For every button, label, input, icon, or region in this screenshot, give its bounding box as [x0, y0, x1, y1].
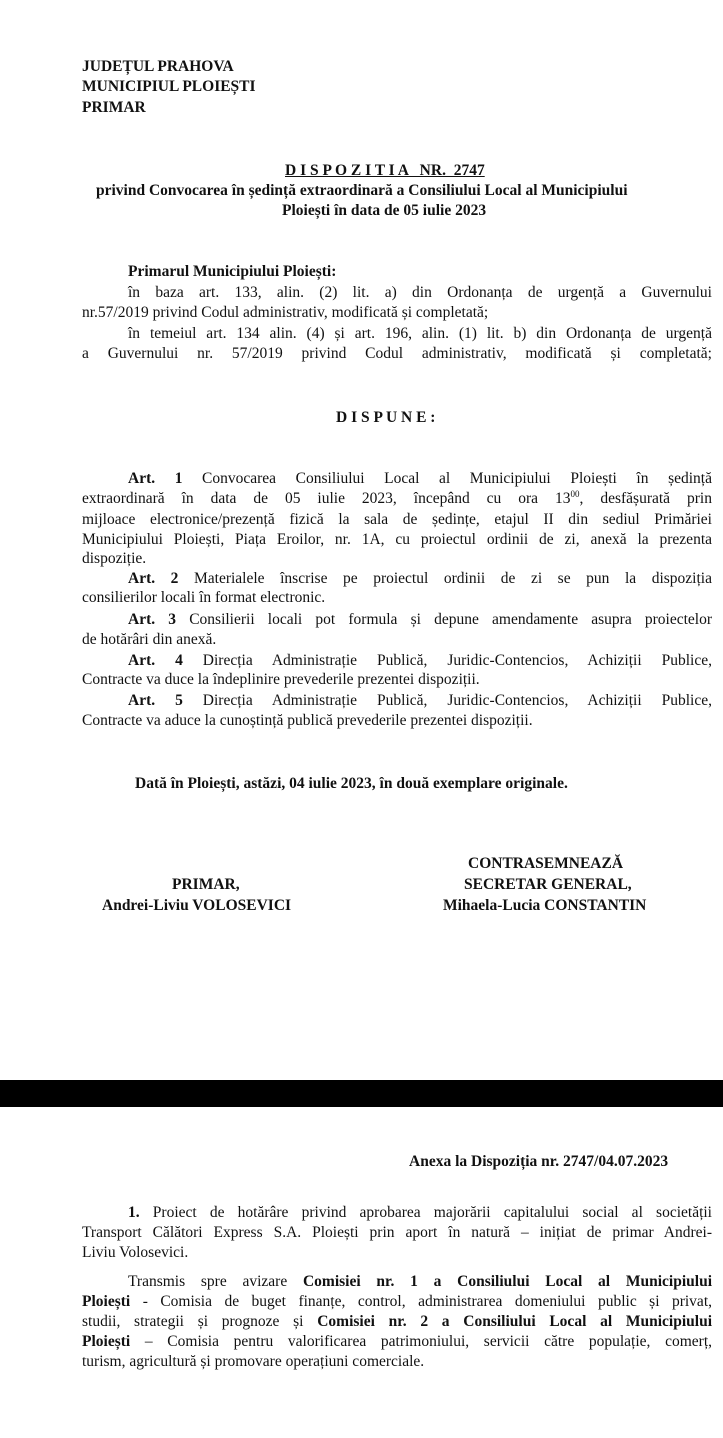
- header-municipality: MUNICIPIUL PLOIEȘTI: [82, 78, 256, 95]
- annex-transmis-line-2: [82, 1293, 712, 1310]
- article-2-line-1: [128, 570, 712, 587]
- article-1-line-1: [128, 470, 712, 487]
- article-4-label: Art. 4: [128, 652, 183, 669]
- annex-heading: Anexa la Dispoziția nr. 2747/04.07.2023: [409, 1153, 669, 1170]
- header-county: JUDEȚUL PRAHOVA: [82, 58, 234, 75]
- annex-ploiesti-1: Ploiești: [82, 1293, 131, 1310]
- signature-countersign-label: CONTRASEMNEAZĂ: [468, 855, 624, 872]
- document-title-number: D I S P O Z I T I A NR. 2747: [285, 162, 485, 179]
- signature-right-name: Mihaela-Lucia CONSTANTIN: [443, 897, 647, 914]
- article-5-line-1: [128, 692, 712, 709]
- article-3-text-1: Consilierii locali pot formula și depune amendamente asupra proiectelor: [189, 611, 712, 628]
- article-1-line-3: mijloace electronice/prezență fizică la sala de ședințe, etajul II din sediul Primăriei: [82, 511, 712, 528]
- preamble-p1-line-1: în baza art. 133, alin. (2) lit. a) din Ordonanța de urgență a Guvernului: [128, 284, 712, 301]
- header-primar: PRIMAR: [82, 99, 146, 116]
- annex-commission-1-desc: - Comisia de buget finanțe, control, administrarea domeniului public și privat,: [142, 1293, 712, 1310]
- article-1-line-4: Municipiului Ploiești, Piața Eroilor, nr. 1A, cu proiectul ordinii de zi, anexă la prezenta: [82, 531, 712, 548]
- article-1-label: Art. 1: [128, 470, 183, 487]
- preamble-p1-line-2: nr.57/2019 privind Codul administrativ, modificată și completată;: [82, 304, 489, 321]
- closing-statement: Dată în Ploiești, astăzi, 04 iulie 2023, în două exemplare originale.: [135, 775, 568, 792]
- signature-left-name: Andrei-Liviu VOLOSEVICI: [102, 897, 292, 914]
- article-2-text-1: Materialele înscrise pe proiectul ordinii de zi se pun la dispoziția: [193, 570, 712, 587]
- document-subject-line-1: privind Convocarea în ședință extraordinară a Consiliului Local al Municipiului: [96, 182, 628, 199]
- article-3-label: Art. 3: [128, 611, 177, 628]
- article-1-line-2: [82, 490, 712, 507]
- page-divider: [0, 1080, 723, 1107]
- document-subject-line-2: Ploiești în data de 05 iulie 2023: [282, 202, 487, 219]
- annex-item-1-text-1: Proiect de hotărâre privind aprobarea majorării capitalului social al societății: [152, 1204, 712, 1221]
- preamble-p2-line-2: a Guvernului nr. 57/2019 privind Codul administrativ, modificată și completată;: [82, 345, 712, 362]
- annex-commission-2: Comisiei nr. 2 a Consiliului Local al Municipiului: [317, 1313, 713, 1330]
- article-3-line-1: [128, 611, 712, 628]
- annex-transmis-lead: Transmis spre avizare: [128, 1273, 288, 1290]
- annex-item-1-number: 1.: [128, 1204, 140, 1221]
- article-4-line-1: [128, 652, 712, 669]
- article-5-label: Art. 5: [128, 692, 183, 709]
- signature-left-title: PRIMAR,: [172, 876, 240, 893]
- article-1-text-2b: , desfășurată prin: [579, 490, 712, 507]
- annex-transmis-line-5: turism, agricultură și promovare operațiuni comerciale.: [82, 1353, 425, 1370]
- signature-right-title: SECRETAR GENERAL,: [464, 876, 632, 893]
- annex-transmis-line-4: [82, 1333, 712, 1350]
- dispune-heading: D I S P U N E :: [336, 409, 436, 426]
- annex-commission-2-desc: – Comisia pentru valorificarea patrimoniului, servicii către populație, comerț,: [144, 1333, 713, 1350]
- annex-ploiesti-2: Ploiești: [82, 1333, 131, 1350]
- annex-transmis-line-3: [82, 1313, 712, 1330]
- article-2-line-2: consilierilor locali în format electronic.: [82, 589, 326, 606]
- article-1-text-1: Convocarea Consiliului Local al Municipiului Ploiești în ședință: [202, 470, 712, 487]
- preamble-p2-line-1: în temeiul art. 134 alin. (4) și art. 196, alin. (1) lit. b) din Ordonanța de urgență: [128, 325, 712, 342]
- annex-item-1-line-2: Transport Călători Express S.A. Ploiești prin aport în natură – inițiat de primar Andrei-: [82, 1224, 712, 1241]
- annex-item-1-line-3: Liviu Volosevici.: [82, 1244, 189, 1261]
- annex-commission-1-desc-cont: studii, strategii și prognoze și: [82, 1313, 304, 1330]
- article-4-line-2: Contracte va duce la îndeplinire prevederile prezentei dispoziții.: [82, 671, 480, 688]
- article-5-text-1: Direcția Administrație Publică, Juridic-Contencios, Achiziții Publice,: [202, 692, 712, 709]
- article-1-text-2a: extraordinară în data de 05 iulie 2023, începând cu ora 13: [82, 490, 571, 507]
- article-3-line-2: de hotărâri din anexă.: [82, 631, 217, 648]
- annex-item-1-line-1: [128, 1204, 712, 1221]
- preamble-heading: Primarul Municipiului Ploiești:: [128, 263, 337, 280]
- article-5-line-2: Contracte va aduce la cunoștință publică prevederile prezentei dispoziții.: [82, 712, 533, 729]
- article-1-line-5: dispoziție.: [82, 550, 147, 567]
- article-4-text-1: Direcția Administrație Publică, Juridic-Contencios, Achiziții Publice,: [202, 652, 712, 669]
- article-1-time-superscript: 00: [570, 488, 580, 499]
- annex-commission-1: Comisiei nr. 1 a Consiliului Local al Municipiului: [302, 1273, 713, 1290]
- article-2-label: Art. 2: [128, 570, 179, 587]
- page-2-annex: [0, 1107, 723, 1438]
- annex-transmis-line-1: [128, 1273, 712, 1290]
